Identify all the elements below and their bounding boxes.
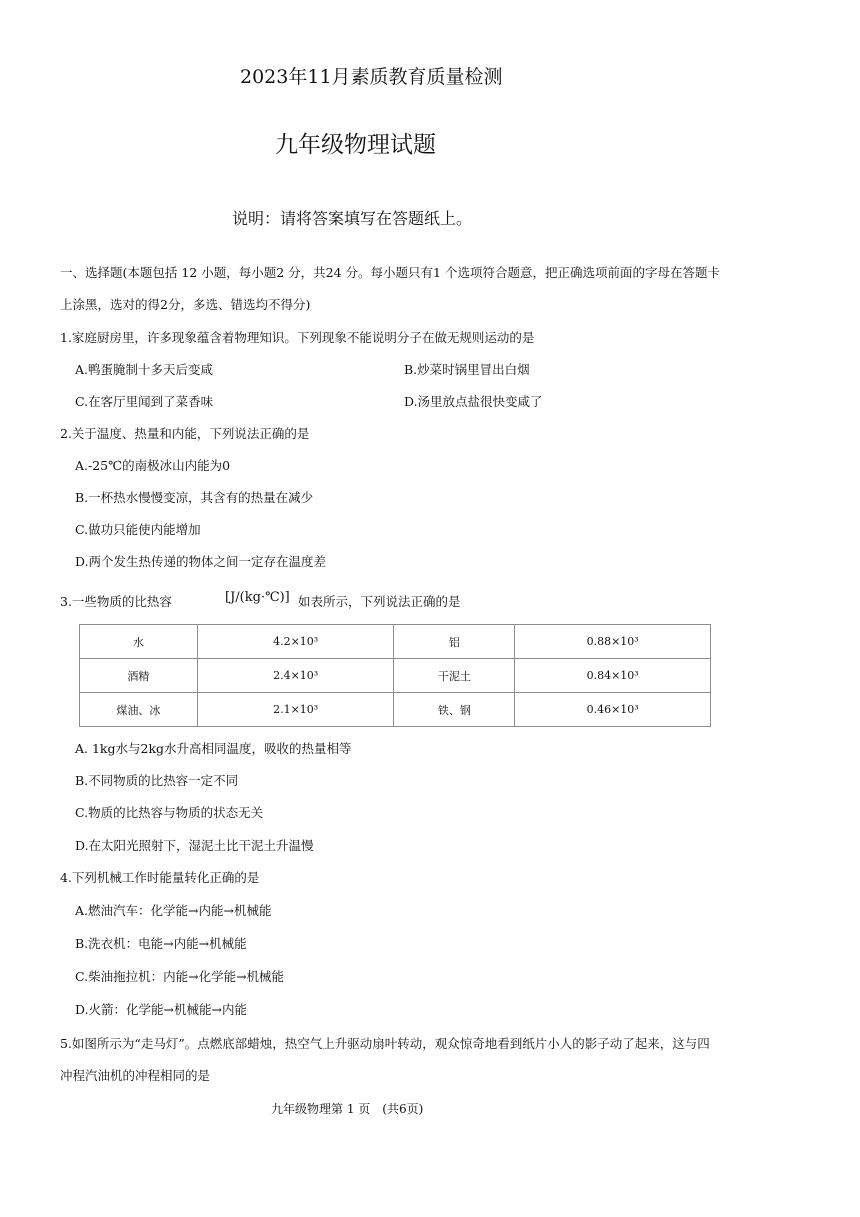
q3-option-c: C.物质的比热容与物质的状态无关 bbox=[75, 805, 264, 820]
q2-option-a: A.-25℃的南极冰山内能为0 bbox=[75, 458, 231, 473]
table-cell: 4.2×10³ bbox=[197, 625, 394, 659]
q3-option-b: B.不同物质的比热容一定不同 bbox=[75, 773, 239, 788]
table-cell: 2.1×10³ bbox=[197, 693, 394, 727]
exam-title: 2023年11月素质教育质量检测 bbox=[240, 66, 503, 88]
q4-option-b: B.洗衣机：电能→内能→机械能 bbox=[75, 936, 247, 951]
q3-unit-formula: [J/(kg·℃)] bbox=[225, 590, 290, 605]
q4-option-d: D.火箭：化学能→机械能→内能 bbox=[75, 1002, 247, 1017]
section-heading-line2: 上涂黑，选对的得2分，多选、错选均不得分) bbox=[60, 297, 311, 312]
q4-option-a: A.燃油汽车：化学能→内能→机械能 bbox=[75, 903, 272, 918]
q2-option-b: B.一杯热水慢慢变凉，其含有的热量在减少 bbox=[75, 490, 314, 505]
q3-stem-post: 如表所示，下列说法正确的是 bbox=[298, 594, 461, 609]
table-cell: 干泥土 bbox=[394, 659, 515, 693]
q3-stem-pre: 3.一些物质的比热容 bbox=[60, 594, 172, 609]
q3-option-a: A. 1kg水与2kg水升高相同温度，吸收的热量相等 bbox=[75, 741, 352, 756]
q5-stem-line2: 冲程汽油机的冲程相同的是 bbox=[60, 1068, 211, 1083]
section-heading-line1: 一、选择题(本题包括 12 小题，每小题2 分，共24 分。每小题只有1 个选项符合题意，把正确选项前面的字母在答题卡 bbox=[60, 265, 720, 280]
subject-title: 九年级物理试题 bbox=[275, 132, 436, 158]
q3-option-d: D.在太阳光照射下，湿泥土比干泥土升温慢 bbox=[75, 838, 314, 853]
table-row bbox=[80, 659, 711, 693]
q2-option-c: C.做功只能使内能增加 bbox=[75, 522, 201, 537]
table-cell: 0.88×10³ bbox=[515, 625, 711, 659]
q4-stem: 4.下列机械工作时能量转化正确的是 bbox=[60, 870, 260, 885]
table-row bbox=[80, 693, 711, 727]
instruction-note: 说明：请将答案填写在答题纸上。 bbox=[232, 209, 473, 228]
table-cell: 2.4×10³ bbox=[197, 659, 394, 693]
q1-option-c: C.在客厅里闻到了菜香味 bbox=[75, 394, 214, 409]
q1-option-a: A.鸭蛋腌制十多天后变咸 bbox=[75, 362, 214, 377]
table-cell: 铝 bbox=[394, 625, 515, 659]
table-cell: 酒精 bbox=[80, 659, 198, 693]
table-row bbox=[80, 625, 711, 659]
q2-stem: 2.关于温度、热量和内能，下列说法正确的是 bbox=[60, 426, 310, 441]
q1-option-d: D.汤里放点盐很快变咸了 bbox=[404, 394, 543, 409]
q5-stem-line1: 5.如图所示为“走马灯”。点燃底部蜡烛，热空气上升驱动扇叶转动，观众惊奇地看到纸片小人的影子动了起来，这与四 bbox=[60, 1036, 710, 1051]
q1-option-b: B.炒菜时锅里冒出白烟 bbox=[404, 362, 530, 377]
q2-option-d: D.两个发生热传递的物体之间一定存在温度差 bbox=[75, 554, 327, 569]
table-cell: 水 bbox=[80, 625, 198, 659]
page-footer: 九年级物理第 1 页 (共6页) bbox=[271, 1102, 424, 1116]
q4-option-c: C.柴油拖拉机：内能→化学能→机械能 bbox=[75, 969, 285, 984]
table-cell: 0.84×10³ bbox=[515, 659, 711, 693]
table-cell: 煤油、冰 bbox=[80, 693, 198, 727]
q1-stem: 1.家庭厨房里，许多现象蕴含着物理知识。下列现象不能说明分子在做无规则运动的是 bbox=[60, 330, 535, 345]
table-cell: 铁、钢 bbox=[394, 693, 515, 727]
table-cell: 0.46×10³ bbox=[515, 693, 711, 727]
specific-heat-table bbox=[79, 624, 711, 727]
